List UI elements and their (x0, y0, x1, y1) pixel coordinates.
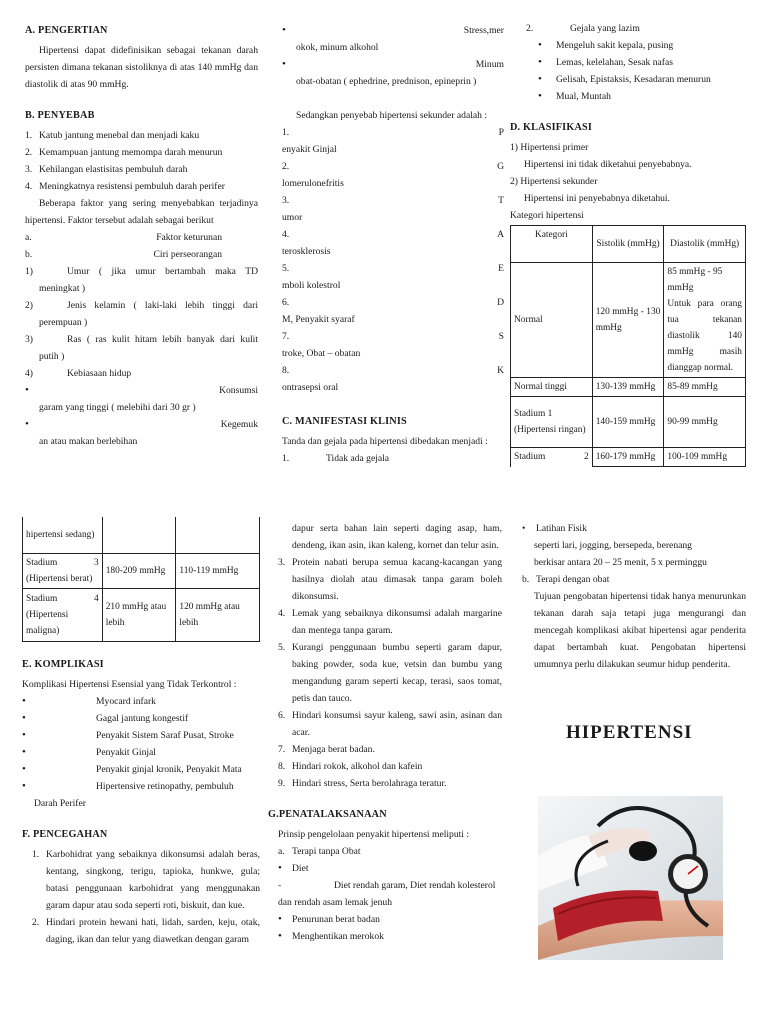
klasifikasi-primer: 1) Hipertensi primer (510, 142, 589, 153)
obat-desc: Tujuan pengobatan hipertensi tidak hanya menurunkan tekanan darah saja tetapi juga mengurangi dan mencegah komplikasi akibat hipertensi agar penderita dapat bertambah kuat. Pengobatan hipertensi umumnya perlu dilakukan seumur hidup penderita. (534, 591, 746, 670)
list-item: 8. Hindari rokok, alkohol dan kafein (278, 761, 423, 772)
penatalaksanaan-heading: G.PENATALAKSANAAN (268, 809, 387, 820)
list-item: 5. Kurangi penggunaan bumbu seperti garam dapur, baking powder, soda kue, vetsin dan bumbu yang mengandung garam seperti kecap, terasi, saos tomat, petis dan tauco. (278, 642, 502, 704)
column-5 (268, 520, 502, 945)
list-item: 9. Hindari stress, Serta berolahraga teratur. (278, 778, 447, 789)
list-item: 3. Protein nabati berupa semua kacang-kacangan yang hasilnya diolah atau dimasak tanpa garam boleh dikonsumsi. (278, 557, 502, 602)
bullet-item: • Konsumsi garam yang tinggi ( melebihi dari 30 gr ) (25, 384, 258, 413)
list-item-tail: Darah Perifer (34, 798, 86, 809)
table-row: Normal tinggi 130-139 mmHg 85-89 mmHg (511, 378, 746, 397)
sekunder-item: 4. A terosklerosis (282, 229, 504, 257)
sekunder-item: 2. G lomerulonefritis (282, 161, 504, 189)
ciri-item: 2) Jenis kelamin ( laki-laki lebih tinggi dari perempuan ) (25, 300, 258, 328)
blood-pressure-icon (538, 796, 723, 960)
sekunder-item: 3. T umor (282, 195, 504, 223)
manifestasi-intro: Tanda dan gejala pada hipertensi dibedakan menjadi : (282, 436, 488, 447)
manifestasi-heading: C. MANIFESTASI KLINIS (282, 416, 407, 427)
penyebab-heading: B. PENYEBAB (25, 110, 95, 121)
table-row: Stadium 2 160-179 mmHg 100-109 mmHg (511, 448, 746, 467)
list-item: • Penyakit Ginjal (22, 746, 156, 758)
komplikasi-heading: E. KOMPLIKASI (22, 659, 104, 670)
sekunder-item: 1. P enyakit Ginjal (282, 127, 504, 155)
latihan-desc: berkisar antara 20 – 25 menit, 5 x perminggu (534, 557, 707, 568)
table-header-row: Kategori Sistolik (mmHg) Diastolik (mmHg) (511, 226, 746, 263)
list-item: • Lemas, kelelahan, Sesak nafas (538, 56, 673, 68)
list-item: • Hipertensive retinopathy, pembuluh (22, 780, 234, 792)
column-2 (282, 22, 504, 467)
list-item: • Penyakit ginjal kronik, Penyakit Mata (22, 763, 242, 775)
ciri-item: 1) Umur ( jika umur bertambah maka TD meningkat ) (25, 266, 258, 294)
sekunder-intro: Sedangkan penyebab hipertensi sekunder adalah : (296, 110, 488, 121)
blood-pressure-photo (538, 796, 723, 960)
sekunder-item: 7. S troke, Obat – obatan (282, 331, 504, 359)
sekunder-item: 5. E mboli kolestrol (282, 263, 504, 291)
table-row: Normal 120 mmHg - 130 mmHg 85 mmHg - 95 mmHg Untuk para orang tua tekanan diastolik 140 mmHg masih dianggap normal. (511, 263, 746, 378)
klasifikasi-primer-desc: Hipertensi ini tidak diketahui penyebabnya. (524, 159, 692, 170)
list-item: 1. Tidak ada gejala (282, 453, 390, 464)
pengertian-heading: A. PENGERTIAN (25, 25, 108, 36)
list-item: 1. Karbohidrat yang sebaiknya dikonsumsi adalah beras, kentang, singkong, terigu, tapioka, hunkwe, gula; batasi penggunaan karbohidrat yang menggunakan garam dapur atau soda seperti roti, biskuit, dan kue. (32, 849, 260, 911)
list-item: 1. Katub jantung menebal dan menjadi kaku (25, 130, 200, 141)
table-row: Stadium 1 (Hipertensi ringan) 140-159 mmHg 90-99 mmHg (511, 397, 746, 448)
kategori-label: Kategori hipertensi (510, 210, 584, 221)
sekunder-item: 8. K ontrasepsi oral (282, 365, 504, 393)
sekunder-item: 6. D M, Penyakit syaraf (282, 297, 504, 325)
list-item: • Mengeluh sakit kepala, pusing (538, 39, 674, 51)
list-item: 2. Kemampuan jantung memompa darah menurun (25, 147, 223, 158)
list-item: • Myocard infark (22, 695, 156, 707)
klasifikasi-sekunder: 2) Hipertensi sekunder (510, 176, 598, 187)
list-item: 3. Kehilangan elastisitas pembuluh darah (25, 164, 188, 175)
list-item: • Menghentikan merokok (278, 930, 384, 942)
list-item: 2. Hindari protein hewani hati, lidah, sarden, keju, otak, daging, ikan dan telur yang diawetkan dengan garam (32, 917, 260, 945)
list-item: 2. Gejala yang lazim (526, 23, 640, 34)
list-item: 4. Meningkatnya resistensi pembuluh darah perifer (25, 181, 225, 192)
klasifikasi-sekunder-desc: Hipertensi ini penyebabnya diketahui. (524, 193, 670, 204)
list-item: 6. Hindari konsumsi sayur kaleng, sawi asin, asinan dan acar. (278, 710, 502, 738)
table-row: hipertensi sedang) (23, 517, 260, 554)
list-item-continued: dapur serta bahan lain seperti daging asap, ham, dendeng, ikan asin, ikan kaleng, kornet dan telur asin. (292, 523, 502, 551)
faktor-intro: Beberapa faktor yang sering menyebabkan terjadinya hipertensi. Faktor tersebut adalah sebagai berikut (25, 198, 258, 226)
ciri-item: 3) Ras ( ras kulit hitam lebih banyak dari kulit putih ) (25, 334, 258, 362)
latihan-desc: seperti lari, jogging, bersepeda, berenang (534, 540, 692, 551)
column-6 (522, 520, 746, 673)
table-row: Stadium 3 (Hipertensi berat) 180-209 mmHg 110-119 mmHg (23, 554, 260, 589)
table-row: Stadium 4 (Hipertensi maligna) 210 mmHg atau lebih 120 mmHg atau lebih (23, 589, 260, 642)
list-item: • Diet (278, 862, 309, 874)
faktor-a: a. Faktor keturunan (25, 232, 222, 243)
pengertian-text: Hipertensi dapat didefinisikan sebagai tekanan darah persisten dimana tekanan sistoliknya di atas 140 mmHg dan diastolik di atas 90 mmHg. (25, 45, 258, 90)
klasifikasi-heading: D. KLASIFIKASI (510, 122, 593, 133)
list-item: • Mual, Muntah (538, 90, 611, 102)
list-item: 7. Menjaga berat badan. (278, 744, 375, 755)
cover-title: HIPERTENSI (566, 722, 693, 743)
diet-desc: dan rendah asam lemak jenuh (278, 897, 393, 908)
list-item: • Penurunan berat badan (278, 913, 380, 925)
list-item: • Penyakit Sistem Saraf Pusat, Stroke (22, 729, 234, 741)
list-item: • Gelisah, Epistaksis, Kesadaran menurun (538, 73, 711, 85)
list-item: 4. Lemak yang sebaiknya dikonsumsi adalah margarine dan mentega tanpa garam. (278, 608, 502, 636)
pencegahan-heading: F. PENCEGAHAN (22, 829, 108, 840)
list-item: • Gagal jantung kongestif (22, 712, 189, 724)
bp-table-part1 (510, 225, 746, 467)
penatalaksanaan-intro: Prinsip pengelolaan penyakit hipertensi meliputi : (278, 829, 470, 840)
komplikasi-intro: Komplikasi Hipertensi Esensial yang Tidak Terkontrol : (22, 679, 237, 690)
column-3 (510, 20, 748, 467)
list-item: - Diet rendah garam, Diet rendah kolesterol (278, 880, 496, 891)
column-1 (25, 22, 258, 450)
bullet-item: • Kegemuk an atau makan berlebihan (25, 418, 258, 447)
list-item: a. Terapi tanpa Obat (278, 846, 361, 857)
ciri-item: 4) Kebiasaan hidup (25, 368, 132, 379)
faktor-b: b. Ciri perseorangan (25, 249, 222, 260)
bullet-item: • Stress,mer okok, minum alkohol (282, 24, 504, 53)
list-item: • Latihan Fisik (522, 523, 587, 534)
list-item: b. Terapi dengan obat (522, 574, 610, 585)
bullet-item: • Minum obat-obatan ( ephedrine, prednison, epineprin ) (282, 58, 504, 87)
bp-table-part2 (22, 517, 260, 642)
column-4 (22, 517, 260, 948)
